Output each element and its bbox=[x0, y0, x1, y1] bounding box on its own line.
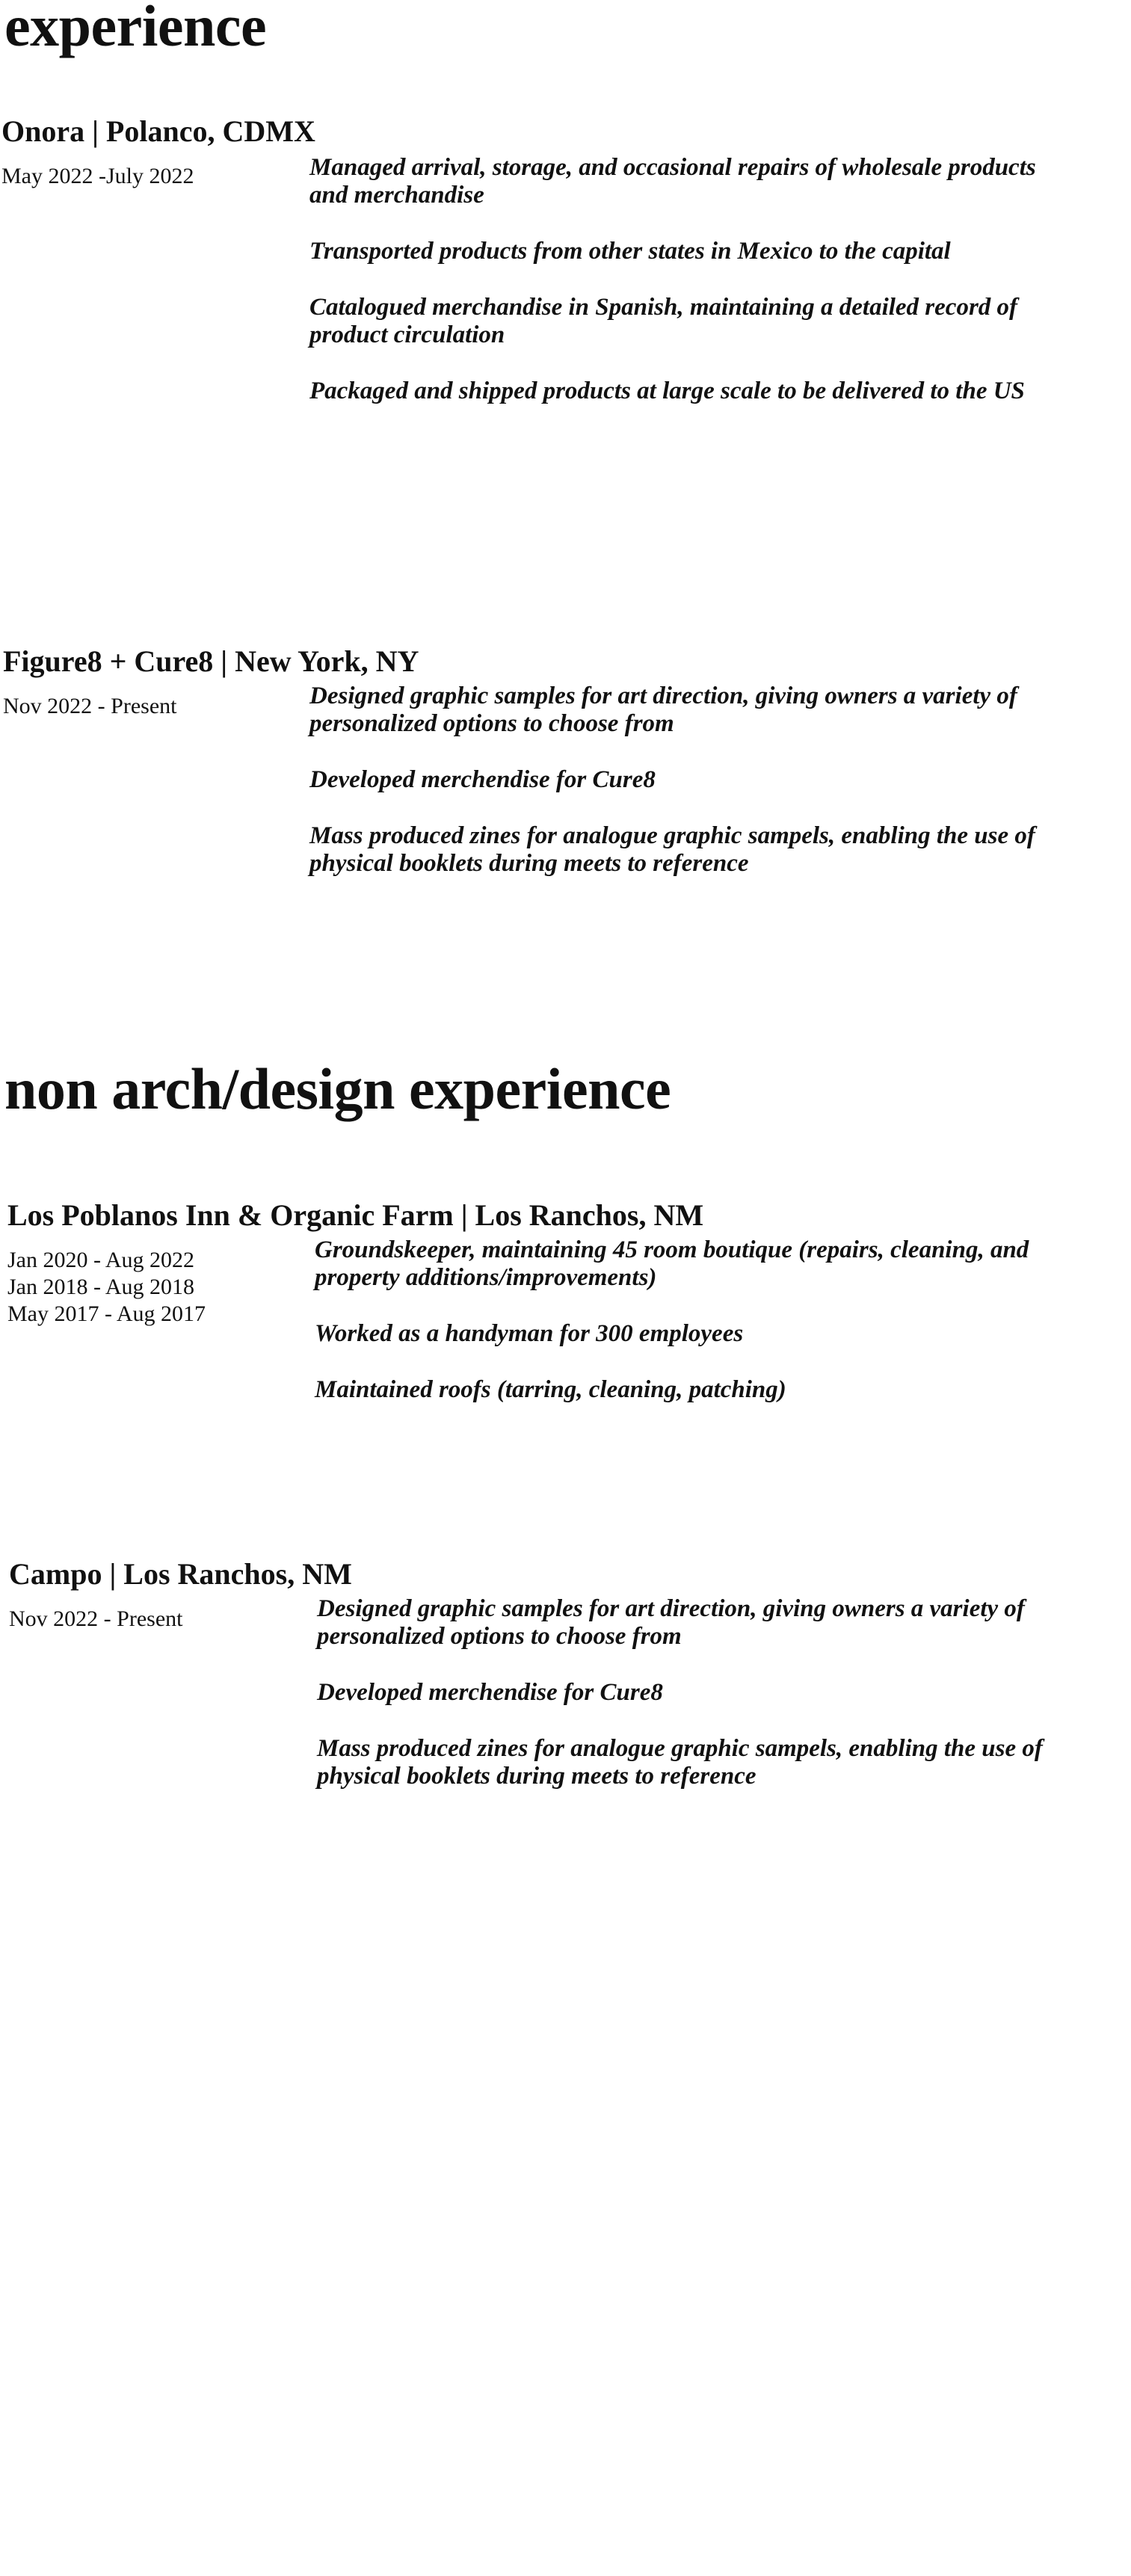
date-range: Nov 2022 - Present bbox=[9, 1606, 183, 1631]
entry-heading: Campo | Los Ranchos, NM bbox=[9, 1557, 352, 1591]
entry-dates bbox=[3, 693, 176, 720]
bullet-item: Designed graphic samples for art direction, giving owners a variety of personalized options to choose from bbox=[317, 1595, 1025, 1650]
bullet-item: Catalogued merchandise in Spanish, maintaining a detailed record of product circulation bbox=[309, 294, 1018, 348]
bullet-item: Mass produced zines for analogue graphic sampels, enabling the use of physical booklets during meets to reference bbox=[309, 822, 1035, 877]
bullet-item: Mass produced zines for analogue graphic sampels, enabling the use of physical booklets during meets to reference bbox=[317, 1735, 1043, 1790]
section-title-non-arch-design-experience: non arch/design experience bbox=[4, 1056, 671, 1121]
date-range: May 2022 -July 2022 bbox=[1, 164, 194, 188]
entry-heading: Los Poblanos Inn & Organic Farm | Los Ranchos, NM bbox=[7, 1198, 704, 1232]
entry-bullets bbox=[315, 1236, 1055, 1432]
bullet-item: Worked as a handyman for 300 employees bbox=[315, 1320, 744, 1347]
bullet-item: Developed merchendise for Cure8 bbox=[317, 1679, 663, 1706]
entry-dates bbox=[1, 163, 194, 190]
bullet-item: Developed merchendise for Cure8 bbox=[309, 766, 656, 793]
entry-bullets bbox=[317, 1595, 1057, 1819]
entry-dates bbox=[7, 1247, 206, 1328]
bullet-item: Maintained roofs (tarring, cleaning, patching) bbox=[315, 1376, 786, 1403]
date-range: Jan 2018 - Aug 2018 bbox=[7, 1275, 194, 1299]
entry-bullets bbox=[309, 154, 1050, 434]
section-title-experience: experience bbox=[4, 0, 267, 58]
bullet-item: Transported products from other states in Mexico to the capital bbox=[309, 238, 951, 265]
date-range: Nov 2022 - Present bbox=[3, 694, 177, 718]
entry-heading: Onora | Polanco, CDMX bbox=[1, 114, 315, 148]
bullet-item: Groundskeeper, maintaining 45 room boutique (repairs, cleaning, and property additions/improvements) bbox=[315, 1236, 1029, 1291]
bullet-item: Packaged and shipped products at large scale to be delivered to the US bbox=[309, 378, 1025, 404]
bullet-item: Managed arrival, storage, and occasional repairs of wholesale products and merchandise bbox=[309, 154, 1036, 209]
entry-dates bbox=[9, 1606, 182, 1633]
entry-heading: Figure8 + Cure8 | New York, NY bbox=[3, 644, 419, 678]
entry-bullets bbox=[309, 682, 1050, 906]
date-range: May 2017 - Aug 2017 bbox=[7, 1301, 206, 1326]
bullet-item: Designed graphic samples for art direction, giving owners a variety of personalized options to choose from bbox=[309, 682, 1017, 737]
date-range: Jan 2020 - Aug 2022 bbox=[7, 1248, 194, 1272]
